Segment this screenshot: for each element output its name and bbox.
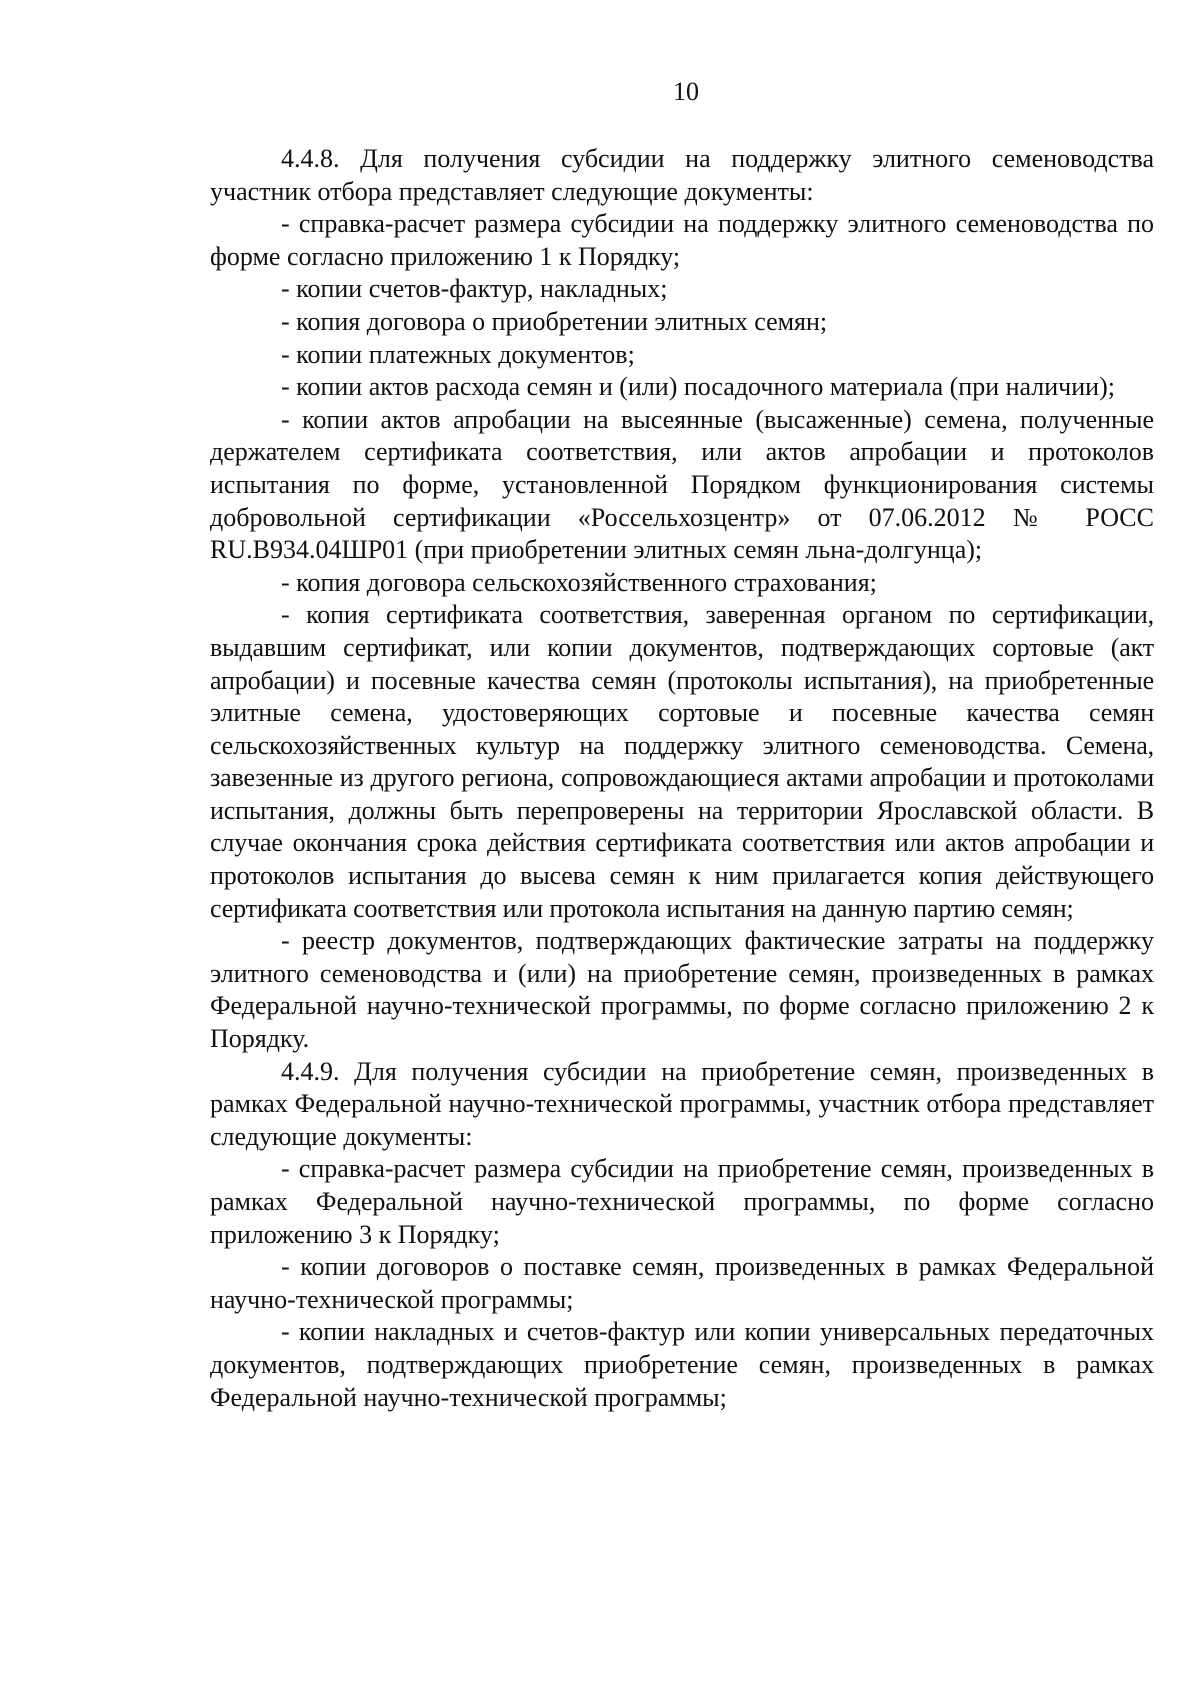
list-item-conformity-certificate: - копия сертификата соответствия, заверенная органом по сертификации, выдавшим сертификат, или копии документов, подтверждающих сортовые (акт апробации) и посевные качества семян (протоколы испытания), на приобретенные элитные семена, удостоверяющих сортовые и посевные качества семян сельскохозяйственных культур на поддержку элитного семеноводства. Семена, завезенные из другого региона, сопровождающиеся актами апробации и протоколами испытания, должны быть перепроверены на территории Ярославской области. В случае окончания срока действия сертификата соответствия или актов апробации и протоколов испытания до высева семян к ним прилагается копия действующего сертификата соответствия или протокола испытания на данную партию семян; [210, 600, 1154, 923]
section-4-4-9-heading: 4.4.9. Для получения субсидии на приобретение семян, произведенных в рамках Федеральной научно-технической программы, участник отбора представляет следующие документы: [210, 1056, 1154, 1151]
list-item-invoices: - копии счетов-фактур, накладных; [281, 274, 668, 304]
document-body [210, 143, 1154, 1414]
list-item-expense-register: - реестр документов, подтверждающих фактические затраты на поддержку элитного семеноводства и (или) на приобретение семян, произведенных в рамках Федеральной научно-технической программы, по форме согласно приложению 2 к Порядку. [210, 926, 1154, 1054]
list-item-seed-subsidy-calculation: - справка-расчет размера субсидии на приобретение семян, произведенных в рамках Федеральной научно-технической программы, по форме согласно приложению 3 к Порядку; [210, 1154, 1154, 1249]
list-item-subsidy-calculation: - справка-расчет размера субсидии на поддержку элитного семеноводства по форме согласно приложению 1 к Порядку; [210, 209, 1154, 271]
list-item-transfer-documents: - копии накладных и счетов-фактур или копии универсальных передаточных документов, подтверждающих приобретение семян, произведенных в рамках Федеральной научно-технической программы; [210, 1317, 1154, 1412]
list-item-supply-contracts: - копии договоров о поставке семян, произведенных в рамках Федеральной научно-технической программы; [210, 1252, 1154, 1314]
page-number: 10 [673, 77, 699, 106]
list-item-purchase-contract: - копия договора о приобретении элитных семян; [281, 306, 828, 336]
list-item-approbation-acts: - копии актов апробации на высеянные (высаженные) семена, полученные держателем сертификата соответствия, или актов апробации и протоколов испытания по форме, установленной Порядком функционирования системы добровольной сертификации «Россельхозцентр» от 07.06.2012 № РОСС RU.В934.04ШР01 (при приобретении элитных семян льна-долгунца); [210, 404, 1154, 565]
list-item-payment-documents: - копии платежных документов; [281, 339, 635, 369]
section-4-4-8-heading: 4.4.8. Для получения субсидии на поддержку элитного семеноводства участник отбора представляет следующие документы: [210, 144, 1154, 206]
list-item-seed-consumption-acts: - копии актов расхода семян и (или) посадочного материала (при наличии); [281, 372, 1115, 402]
list-item-insurance-contract: - копия договора сельскохозяйственного страхования; [281, 567, 877, 597]
